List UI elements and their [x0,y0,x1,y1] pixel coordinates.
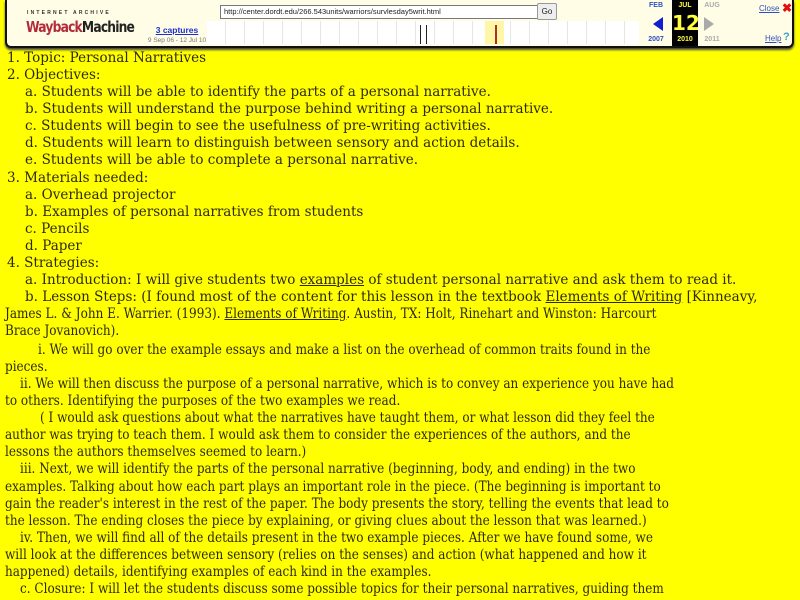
step-line: gain the reader's interest in the rest of the paper. The body presents the story, telling the events that lead to [5,496,669,512]
capture-mark-current[interactable] [495,25,497,44]
step-line: iii. Next, we will identify the parts of the personal narrative (beginning, body, and ending) in the two [20,461,636,477]
material-item: c. Pencils [25,221,90,237]
wayback-logo[interactable] [21,8,135,38]
logo-internet-archive-text: INTERNET ARCHIVE [27,10,111,16]
step-line: will look at the differences between sensory (relies on the senses) and action (what happened and how it [5,547,647,563]
help-icon[interactable]: ? [783,31,790,43]
capture-sparkline[interactable] [207,21,639,44]
step-line: happened) details, identifying examples of each kind in the examples. [5,564,432,580]
materials-heading: 3. Materials needed: [7,170,149,186]
lesson-steps-line: b. Lesson Steps: (I found most of the content for this lesson in the textbook Elements of Writing [Kinneavy, [25,289,758,305]
step-line: lessons the authors themselves seemed to learn.) [5,444,307,460]
objective-item: a. Students will be able to identify the parts of a personal narrative. [25,84,491,100]
url-input[interactable]: http://center.dordt.edu/266.543units/warriors/survlesday5writ.html [220,5,541,19]
step-line: to others. Identifying the purposes of the two examples we read. [5,393,401,409]
objective-item: b. Students will understand the purpose behind writing a personal narrative. [25,101,554,117]
go-button[interactable]: Go [537,3,557,20]
step-line: ( I would ask questions about what the narratives have taught them, or what lesson did they feel the [40,410,655,426]
calendar-nav [639,0,729,46]
capture-mark[interactable] [420,25,421,44]
lesson-steps-line: Brace Jovanovich). [5,323,120,339]
arrow-right-icon [704,17,714,31]
step-line: i. We will go over the example essays and make a list on the overhead of common traits found in the [38,342,651,358]
objective-item: e. Students will be able to complete a personal narrative. [25,152,419,168]
captures-date-range: 9 Sep 06 - 12 Jul 10 [147,37,207,44]
current-capture: JUL 12 2010 [672,0,698,46]
introduction-line: a. Introduction: I will give students two examples of student personal narrative and ask them to read it. [25,272,737,288]
elements-of-writing-link[interactable]: Elements of Writing [224,306,347,322]
material-item: b. Examples of personal narratives from students [25,204,364,220]
objectives-heading: 2. Objectives: [7,67,101,83]
close-icon[interactable]: ✖ [782,1,793,15]
logo-wayback-text: WaybackMachine [26,18,135,36]
material-item: a. Overhead projector [25,187,176,203]
step-line: pieces. [5,359,48,375]
objective-item: d. Students will learn to distinguish between sensory and action details. [25,135,520,151]
close-link[interactable]: Close [759,4,780,13]
lesson-steps-line: James L. & John E. Warrier. (1993). Elements of Writing. Austin, TX: Holt, Rinehart and Winston: Harcourt [5,306,657,322]
material-item: d. Paper [25,238,82,254]
examples-link[interactable]: examples [299,272,365,288]
captures-link[interactable]: 3 captures [155,25,199,35]
step-line: examples. Talking about how each part plays an important role in the piece. (The beginning is important to [5,479,661,495]
step-line: iv. Then, we will find all of the details present in the two example pieces. After we have found some, we [20,530,653,546]
wayback-toolbar [5,0,794,48]
closure-line: c. Closure: I will let the students discuss some possible topics for their personal narratives, guiding them [20,581,664,597]
topic-heading: 1. Topic: Personal Narratives [7,50,207,66]
step-line: ii. We will then discuss the purpose of a personal narrative, which is to convey an experience you have had [20,376,674,392]
step-line: the lesson. The ending closes the piece by explaining, or giving clues about the lesson that was learned.) [5,513,647,529]
arrow-left-icon[interactable] [653,17,663,31]
step-line: author was trying to teach them. I would ask them to consider the experiences of the authors, and the [5,427,631,443]
help-link[interactable]: Help [765,34,782,43]
next-capture: AUG 2011 [704,2,720,43]
prev-capture[interactable]: FEB 2007 [648,2,664,43]
objective-item: c. Students will begin to see the usefulness of pre-writing activities. [25,118,491,134]
captures-info [137,25,217,44]
capture-mark[interactable] [426,25,427,44]
elements-of-writing-link[interactable]: Elements of Writing [545,289,683,305]
strategies-heading: 4. Strategies: [7,255,100,271]
